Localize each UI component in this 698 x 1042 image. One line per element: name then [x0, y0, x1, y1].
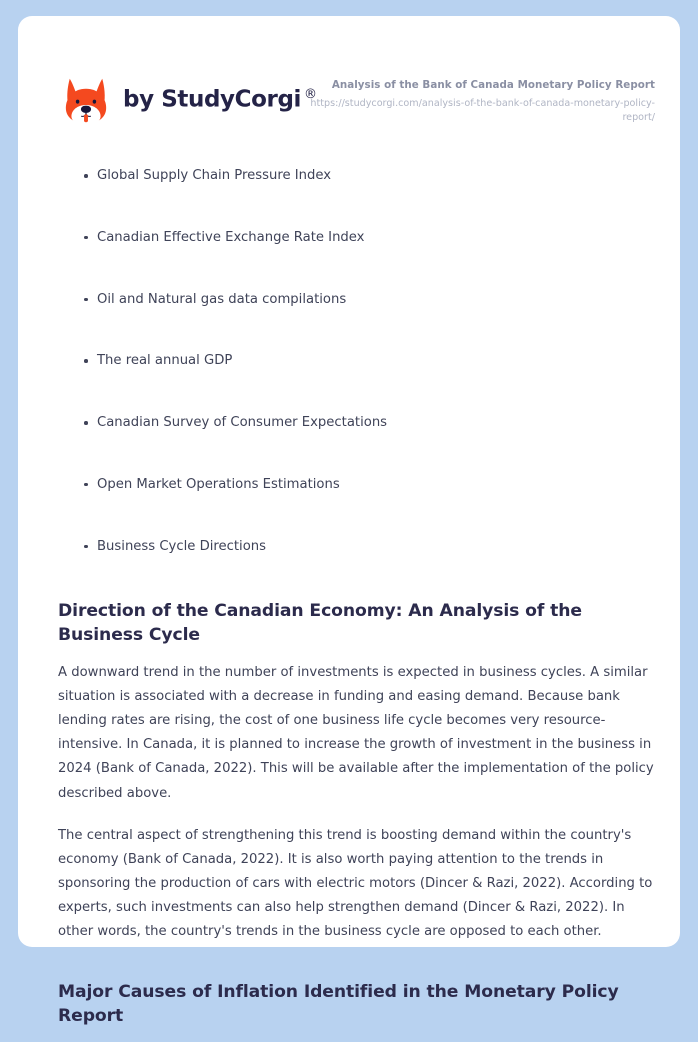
registered-trademark-symbol: ® — [304, 87, 317, 103]
topic-list — [58, 166, 656, 557]
section-heading-inflation-causes: Major Causes of Inflation Identified in the Monetary Policy Report — [58, 981, 619, 1027]
list-item: Open Market Operations Estimations — [58, 475, 656, 495]
list-item: Canadian Survey of Consumer Expectations — [58, 413, 656, 433]
paragraph: The central aspect of strengthening this trend is boosting demand within the country's economy (Bank of Canada, 2022). It is also worth paying attention to the trends in sponsoring the production of cars with electric motors (Dincer & Razi, 2022). According to experts, such investments can also help strengthen demand (Dincer & Razi, 2022). In other words, the country's trends in the business cycle are opposed to each other. — [58, 827, 653, 939]
section-heading-business-cycle: Direction of the Canadian Economy: An Analysis of the Business Cycle — [58, 600, 582, 645]
header-document-title: Analysis of the Bank of Canada Monetary Policy Report — [331, 79, 655, 91]
brand-name — [123, 88, 317, 112]
list-item: Global Supply Chain Pressure Index — [58, 166, 656, 186]
list-item: Oil and Natural gas data compilations — [58, 290, 656, 310]
header-document-url[interactable]: https://studycorgi.com/analysis-of-the-bank-of-canada-monetary-policy-report/ — [310, 97, 655, 124]
brand-name-text: by StudyCorgi — [123, 86, 302, 113]
list-item: The real annual GDP — [58, 351, 656, 371]
document-header — [18, 16, 680, 142]
brand-logo-block[interactable] — [58, 72, 317, 128]
document-body — [58, 166, 656, 1042]
document-page-card — [18, 16, 680, 1027]
list-item: Canadian Effective Exchange Rate Index — [58, 228, 656, 248]
header-meta-block — [310, 78, 655, 126]
list-item: Business Cycle Directions — [58, 537, 656, 557]
paragraph: A downward trend in the number of investments is expected in business cycles. A similar situation is associated with a decrease in funding and easing demand. Because bank lending rates are rising, the cost of one business life cycle becomes very resource-intensive. In Canada, it is planned to increase the growth of investment in the business in 2024 (Bank of Canada, 2022). This will be available after the implementation of the policy described above. — [58, 665, 654, 801]
corgi-face-logo-icon — [58, 72, 114, 128]
